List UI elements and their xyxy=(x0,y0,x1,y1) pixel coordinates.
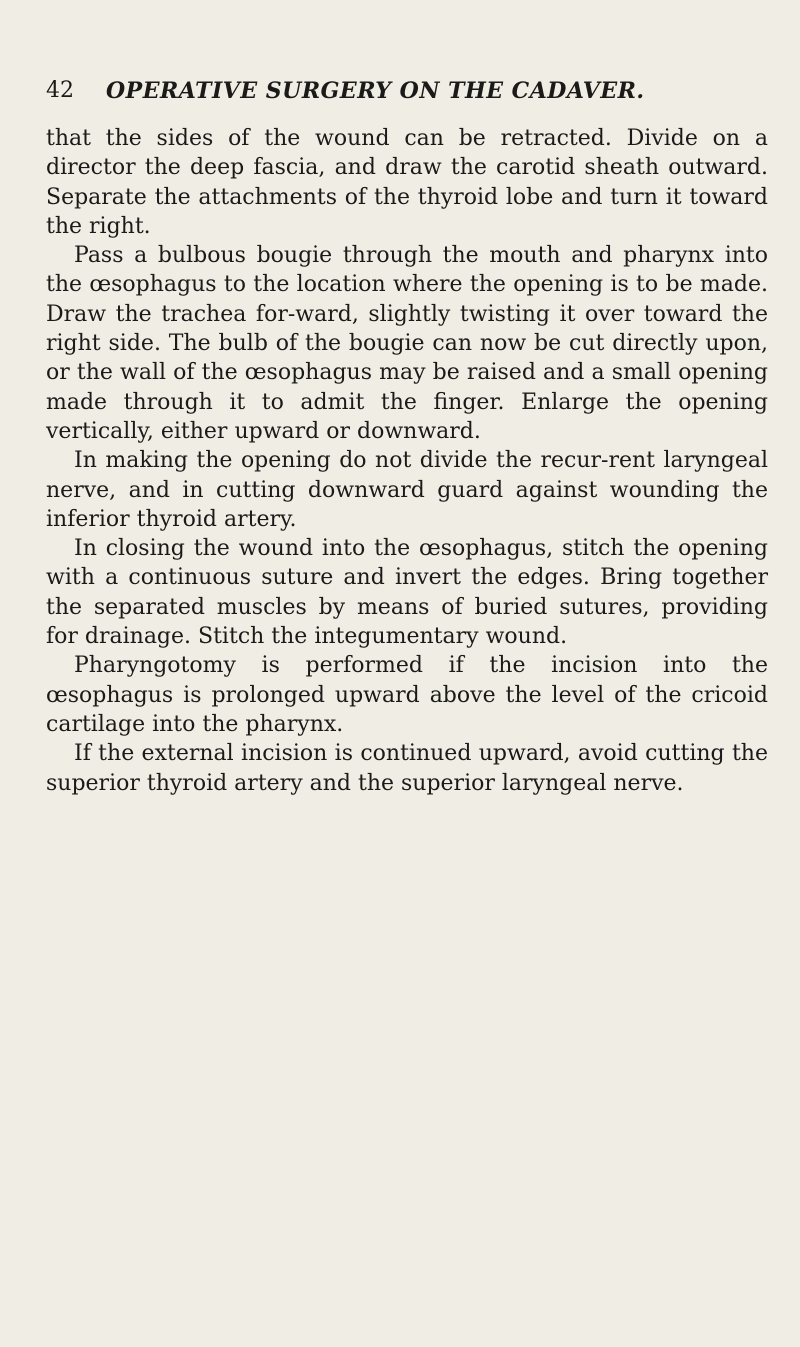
running-title: OPERATIVE SURGERY ON THE CADAVER. xyxy=(106,78,645,104)
paragraph-closing-wound: In closing the wound into the œsophagus, stitch the opening with a continuous suture and invert the edges. Bring together the separated muscles by means of buried sutures, providing for drainage. Stitch the integumentary wound. xyxy=(46,536,768,650)
body-text xyxy=(46,124,768,798)
paragraph-continuation: that the sides of the wound can be retracted. Divide on a director the deep fascia, and draw the carotid sheath outward. Separate the attachments of the thyroid lobe and turn it toward the right. xyxy=(46,126,768,239)
page-number: 42 xyxy=(46,78,74,103)
running-head xyxy=(46,76,766,106)
paragraph-external-incision: If the external incision is continued upward, avoid cutting the superior thyroid artery and the superior laryngeal nerve. xyxy=(46,741,768,796)
paragraph-bougie: Pass a bulbous bougie through the mouth and pharynx into the œsophagus to the location where the opening is to be made. Draw the trachea for-ward, slightly twisting it over toward the right side. The bulb of the bougie can now be cut directly upon, or the wall of the œsophagus may be raised and a small opening made through it to admit the finger. Enlarge the opening vertically, either upward or downward. xyxy=(46,243,768,444)
paragraph-pharyngotomy: Pharyngotomy is performed if the incision into the œsophagus is prolonged upward above the level of the cricoid cartilage into the pharynx. xyxy=(46,653,768,737)
paragraph-recurrent-nerve: In making the opening do not divide the recur-rent laryngeal nerve, and in cutting downward guard against wounding the inferior thyroid artery. xyxy=(46,448,768,532)
